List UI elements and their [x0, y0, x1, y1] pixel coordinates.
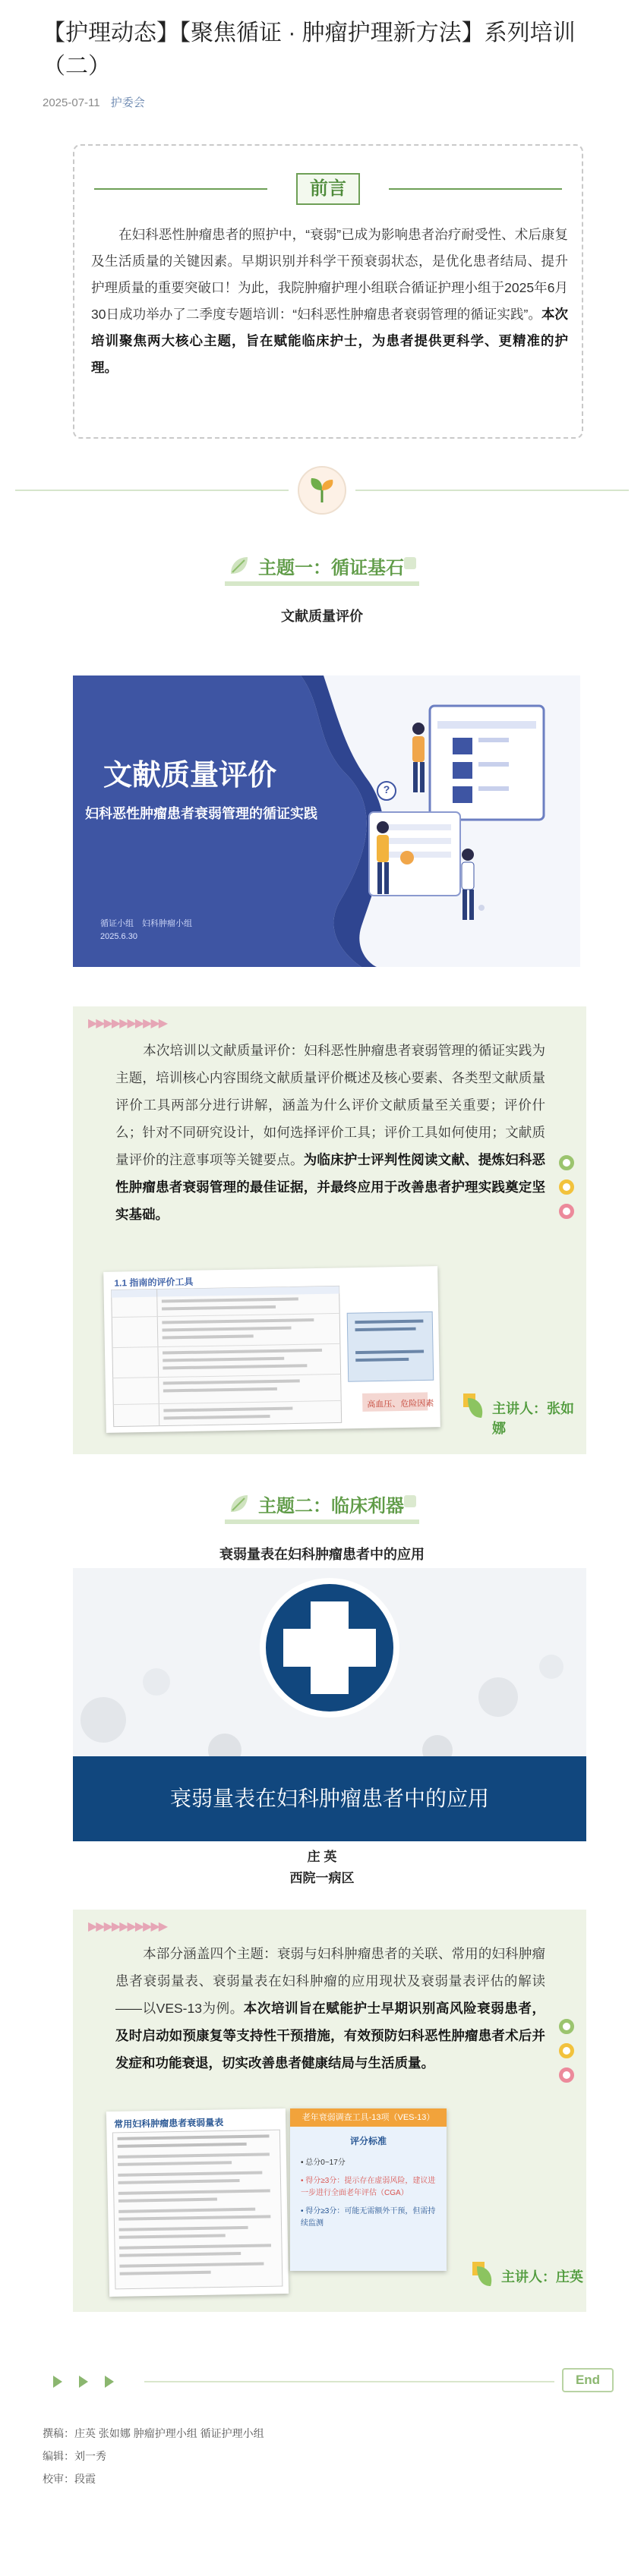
preface-divider-left [94, 188, 267, 190]
sprout-icon [299, 468, 345, 513]
leaf-icon [228, 1492, 251, 1515]
question-mark-icon: ? [383, 783, 390, 795]
topic1-speaker: 主讲人：张如娜 [492, 1401, 574, 1436]
topic1-corner-square [404, 557, 416, 569]
banner1-title: 文献质量评价 [103, 760, 277, 792]
topic2-text [115, 1940, 545, 2077]
credit-writer: 撰稿：庄英 张如娜 肿瘤护理小组 循证护理小组 [43, 2427, 264, 2439]
leaf-badge [298, 466, 346, 515]
preface-divider-right [389, 188, 562, 190]
doc2-right-sub: 评分标准 [349, 2136, 387, 2146]
letter-a: A [509, 750, 518, 762]
end-badge: End [562, 2368, 614, 2392]
dot-green [559, 2019, 574, 2034]
dot-yellow [559, 2043, 574, 2058]
end-row [46, 2367, 615, 2397]
doc1-heading: 1.1 指南的评价工具 [114, 1276, 194, 1289]
dot-pink [559, 1204, 574, 1219]
doc2-left-heading: 常用妇科肿瘤患者衰弱量表 [114, 2117, 224, 2130]
topic1-subtitle: 文献质量评价 [281, 609, 363, 624]
topic1-text-bold: 为临床护士评判性阅读文献、提炼妇科恶性肿瘤患者衰弱管理的最佳证据，并最终应用于改善患者护理实践奠定坚实基础。 [115, 1152, 546, 1222]
panel-dots [559, 2019, 576, 2092]
separator-line-left [15, 490, 289, 491]
topic1-heading [225, 551, 419, 586]
end-divider [144, 2381, 554, 2382]
publish-date: 2025-07-11 [43, 96, 100, 109]
presenter-name: 庄 英 [307, 1850, 337, 1864]
topic1-document-image [103, 1266, 440, 1433]
topic2-panel [73, 1910, 586, 2312]
topic2-label: 主题二：临床利器 [258, 1496, 404, 1516]
topic2-banner-image [73, 1568, 586, 1841]
separator-line-right [355, 490, 629, 491]
doc1-highlight: 高血压、危险因素 [367, 1399, 434, 1409]
play-arrows-icon [49, 2371, 132, 2394]
doc2-right-list [301, 2157, 437, 2230]
banner1-footer-date: 2025.6.30 [100, 932, 137, 941]
preface-text [91, 222, 568, 381]
doc2-left-graphic [106, 2108, 289, 2297]
topic1-text-plain: 本次培训以文献质量评价：妇科恶性肿瘤患者衰弱管理的循证实践为主题，培训核心内容围绕文献质量评价概述及核心要素、各类型文献质量评价工具两部分进行讲解，涵盖为什么评价文献质量至关重要；评价什么；针对不同研究设计，如何选择评价工具；评价工具如何使用；文献质量评价的注意事项等关键要点。 [115, 1043, 545, 1167]
credit-proofreader: 校审：段霞 [43, 2473, 96, 2485]
letter-c: C [509, 798, 518, 811]
author-link[interactable]: 护委会 [110, 96, 145, 109]
banner1-subtitle: 妇科恶性肿瘤患者衰弱管理的循证实践 [85, 806, 317, 821]
speaker-badge-icon [459, 1390, 489, 1421]
topic2-subtitle: 衰弱量表在妇科肿瘤患者中的应用 [219, 1547, 425, 1562]
topic2-speaker: 主讲人：庄英 [501, 2269, 583, 2285]
topic1-banner-image [73, 675, 580, 967]
medical-cross-icon [257, 1576, 402, 1720]
letter-b: B [509, 774, 518, 786]
dot-green [559, 1155, 574, 1170]
article-title: 【护理动态】【聚焦循证 · 肿瘤护理新方法】系列培训（二） [43, 20, 576, 79]
chevrons-decor-icon: ▶▶▶▶▶▶▶▶▶▶ [88, 1017, 167, 1030]
banner1-footer-org: 循证小组 妇科肿瘤小组 [100, 919, 192, 928]
presenter-department: 西院一病区 [289, 1871, 355, 1885]
topic1-panel [73, 1006, 586, 1454]
section-separator [0, 464, 644, 518]
preface-text-bold: 本次培训聚焦两大核心主题，旨在赋能临床护士，为患者提供更科学、更精准的护理。 [91, 307, 569, 375]
banner2-title: 衰弱量表在妇科肿瘤患者中的应用 [169, 1787, 489, 1810]
preface-heading: 前言 [296, 173, 360, 205]
dot-yellow [559, 1179, 574, 1195]
topic2-text-plain: 本部分涵盖四个主题：衰弱与妇科肿瘤患者的关联、常用的妇科肿瘤患者衰弱量表、衰弱量表在妇科肿瘤的应用现状及衰弱量表评估的解读——以VES-13为例。 [115, 1946, 545, 2016]
doc2-right-heading: 老年衰弱调查工具-13项（VES-13） [290, 2108, 447, 2127]
chevrons-decor-icon: ▶▶▶▶▶▶▶▶▶▶ [88, 1920, 167, 1933]
dot-pink [559, 2067, 574, 2083]
preface-text-plain: 在妇科恶性肿瘤患者的照护中，“衰弱”已成为影响患者治疗耐受性、术后康复及生活质量的关键因素。早期识别并科学干预衰弱状态，是优化患者结局、提升护理质量的重要突破口！为此，我院肿瘤护理小组联合循证护理小组于2025年6月30日成功举办了二季度专题培训：“妇科恶性肿瘤患者衰弱管理的循证实践”。 [91, 227, 568, 322]
topic2-corner-square [404, 1495, 416, 1507]
topic2-document-left [106, 2108, 289, 2297]
leaf-icon [228, 554, 251, 577]
credit-editor: 编辑：刘一秀 [43, 2450, 106, 2462]
banner1-letters [498, 744, 529, 817]
preface-box [73, 144, 583, 439]
topic2-heading [225, 1489, 419, 1524]
doc2-right-item: • 得分≥3分：提示存在虚弱风险，建议进一步进行全面老年评估（CGA） [301, 2177, 436, 2197]
topic1-text [115, 1037, 545, 1228]
topic1-label: 主题一：循证基石 [258, 558, 404, 578]
speaker-badge-icon [468, 2259, 498, 2289]
panel-dots [559, 1155, 576, 1228]
article-meta [43, 94, 153, 110]
doc2-right-item: • 得分≥3分：可能无需额外干预，但需持续监测 [301, 2207, 436, 2228]
doc2-right-item: • 总分0~17分 [301, 2159, 346, 2167]
topic2-text-bold: 本次培训旨在赋能护士早期识别高风险衰弱患者，及时启动如预康复等支持性干预措施，有效预防妇科恶性肿瘤患者术后并发症和功能衰退，切实改善患者健康结局与生活质量。 [115, 2001, 545, 2071]
topic2-document-right [290, 2108, 447, 2271]
